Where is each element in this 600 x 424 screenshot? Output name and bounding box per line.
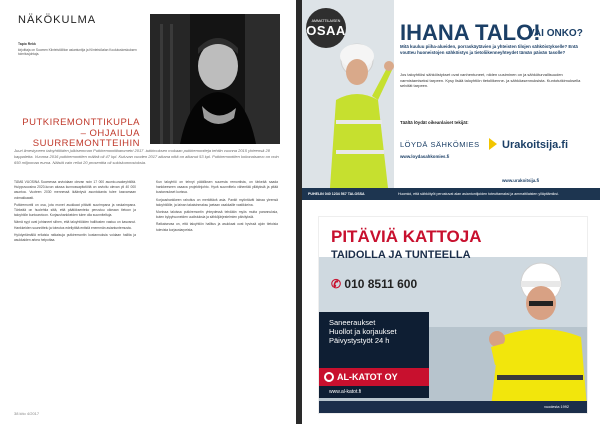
- badge-small-text: AMMATTILAISEN: [311, 18, 341, 23]
- paragraph: Nämä syyt ovat johtaneet siihen, että taloyhtiöiden hallitusten vastuu on kasvanut. Hankkeiden suunnittelu ja toteutus edellyttää entistä enemmän asiantuntemusta.: [14, 220, 136, 230]
- phone-icon: ✆: [331, 277, 342, 291]
- article-column-2: [156, 180, 278, 235]
- loyda-sahkomies-logo: LÖYDÄ SÄHKÖMIES: [400, 140, 480, 149]
- service-line: Saneeraukset: [329, 318, 376, 327]
- article-lead: Juuri ilmestyneen taloyhtiöiden julkisemman Putkiremonttibarometri 2017 -tutkimuksen mukaan putkiremontteja tehtiin vuonna 2015 yhteensä 28 kappaletta. Vuonna 2016 putkiremonttien määrä oli 47 kpl. Kuluvan vuoden 2017 aikana niitä on alkanut 53 kpl. Putkiremonttien kokonaisarvo on noin 650 miljoonaa euroa. Näistä vain reilut 20 prosenttia oli sukiskunnostuksia.: [14, 148, 279, 165]
- roofing-ad: [318, 216, 588, 414]
- electrician-ad: [302, 0, 600, 200]
- byline-text: kirjoittaja on Suomen Kiinteistöliiton asiantuntija ja Kiinteistöalan Koulutuskeskuksen toimitusjohtaja.: [18, 48, 137, 56]
- strip-right-text: Huomioi, että sähkötyöt perustuvat alan asiantuntijoiden toteuttamaksi ja ammattilaisten ylläpitämiksi.: [398, 192, 559, 196]
- electrician-photo: [302, 0, 394, 188]
- ad2-title: PITÄVIÄ KATTOJA: [331, 227, 482, 246]
- byline-name: Tapio Rekk: [18, 42, 36, 46]
- section-kicker: NÄKÖKULMA: [18, 14, 97, 26]
- urakoitsija-logo: Urakoitsija.fi: [502, 139, 569, 151]
- badge-big-text: OSAA: [306, 22, 346, 38]
- paragraph: TÄMÄ VUOSINA Suomessa arvioidaan olevan noin 17 000 asunto-osakeyhtiötä. Huippuvuosina 2020-luvun alussa kunnossapitotöitä on arvioitu olevan yli 40 000 asuntoa. Vuoteen 2030 mennessä ikääntyvä asuntokanta tulee kasvamaan voimakkaasti.: [14, 180, 136, 200]
- ad2-footer: vuodesta 1992: [319, 401, 587, 413]
- ad-body: Jos taloyhtiösi sähköistykset ovat vanhentuneet, niiden uusiminen on ja sähköturvallisuuden varmistamiseksi tarpeen. Kysy lisää taloyhtiön tietoliikenne- ja sähköasennuksista. Kuntotutkimuksella selvität tarpeen.: [400, 72, 581, 88]
- headline-line-1: PUTKIREMONTTIKUPLA: [22, 117, 140, 128]
- logo-text: AL-KATOT OY: [337, 372, 398, 382]
- services-box: [319, 312, 429, 368]
- author-portrait: [150, 14, 280, 144]
- service-line: Päivystystyöt 24 h: [329, 336, 390, 345]
- ad-separator: [302, 200, 600, 216]
- urakoitsija-url[interactable]: www.urakoitsija.fi: [502, 178, 540, 183]
- ad-title: IHANA TALO!: [400, 20, 541, 45]
- ad-question: Mitä kuuluu piiha-alueiden, porraskäytävien ja yhteisten tilojen sähköistykselle? Entä voutteu huoneistojen sähköistys ja tietoliikenneyhteydet tämän päivän tasolle?: [400, 44, 578, 55]
- page-folio: 38 kito 4/2017: [14, 411, 40, 416]
- ad-subtitle: VAI ONKO?: [528, 28, 583, 39]
- article-headline: [14, 118, 140, 150]
- paragraph: Kun taloyhtiö on tehnyt päätöksen suuresta remontista, on tärkeää saada hankkeeseen osaava projektinjohto. Hyvä suunnittelu vähentää yllätyksiä ja pitää kustannukset kurissa.: [156, 180, 278, 195]
- service-line: Huollot ja korjaukset: [329, 327, 397, 336]
- badge-circle: [306, 8, 346, 48]
- headline-line-3: SUURREMONTTEIHIN: [32, 138, 140, 149]
- ad2-url[interactable]: www.al-katot.fi: [319, 386, 429, 398]
- strip-left-text: PUHELIN 040 1234 567 TALOSSA: [308, 192, 365, 196]
- paragraph: Monissa taloissa putkiremontin yhteydessä tehdään myös muita parannuksia, kuten kylpyhuoneiden uudistuksia ja sähköjärjestelmien päivityksiä.: [156, 210, 278, 220]
- paragraph: Ratkaisevaa on, että taloyhtiön hallitus ja asukkaat ovat hyvissä ajoin tietoisia tulevista korjaustarpeista.: [156, 222, 278, 232]
- article-column-1: [14, 180, 136, 245]
- magazine-left-page: [0, 0, 296, 424]
- phone-number[interactable]: 010 8511 600: [344, 277, 418, 291]
- al-katot-logo: [319, 368, 429, 386]
- arrow-right-icon: [489, 138, 497, 150]
- headline-line-2: – OHJAILUA: [80, 127, 140, 139]
- ad2-phone: [331, 277, 417, 291]
- paragraph: Korjaushankkeen rahoitus on merkittävä asia. Pankit myöntävät lainaa yleensä taloyhtiöille, ja lainan takaisinmaksu jaetaan osakkaille vastikkeina.: [156, 197, 278, 207]
- magazine-right-page: [302, 0, 600, 424]
- loyda-url[interactable]: www.loydasahkomies.fi: [400, 154, 450, 159]
- ad-bottom-strip: [302, 188, 600, 200]
- ad-cta: Täältä löydät oikeanlaiset tekijät:: [400, 120, 469, 125]
- paragraph: Hyödyntämällä erilaisia ratkaisuja putkiremontin kustannuksia voidaan hallita ja asukkaiden arkea helpottaa.: [14, 232, 136, 243]
- ad2-subtitle: TAIDOLLA JA TUNTEELLA: [331, 249, 471, 261]
- logo-mark-icon: [324, 372, 334, 382]
- paragraph: Putkiremontti on osa, jota monet asukkaat pitävät suurimpana ja raskaimpana. Tärkeää on huolehtia siitä, että päätöksenteko perustuu oikeaan tietoon ja taloyhtiön kuntoarvioon. Korjaushankkeiden tulee olla suunniteltuja.: [14, 202, 136, 218]
